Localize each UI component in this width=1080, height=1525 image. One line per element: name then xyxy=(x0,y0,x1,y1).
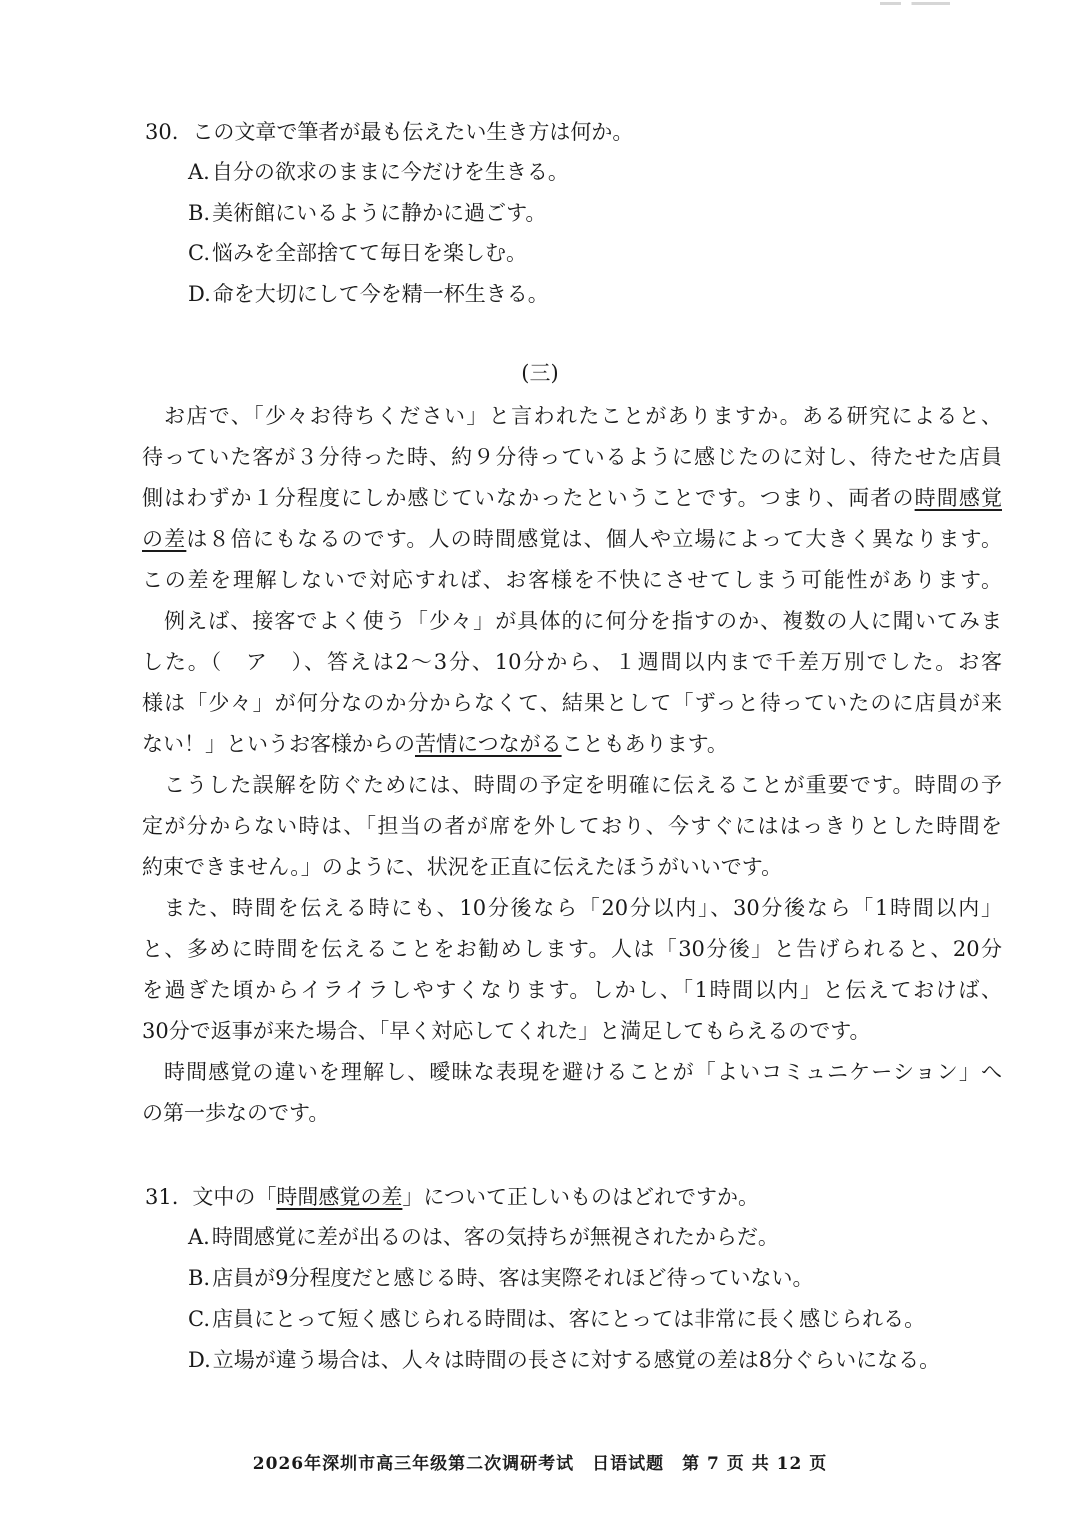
passage-line: ない！」というお客様からの苦情につながることもあります。 xyxy=(142,732,728,756)
section-title: (三) xyxy=(521,361,559,385)
passage-line: 定が分からない時は、「担当の者が席を外しており、今すぐにははっきりとした時間を xyxy=(142,814,1002,838)
passage-line: 約束できません。」のように、状況を正直に伝えたほうがいいです。 xyxy=(142,855,783,879)
passage-line: 30分で返事が来た場合、「早く対応してくれた」と満足してもらえるのです。 xyxy=(142,1019,871,1043)
passage-line: の差は８倍にもなるのです。人の時間感覚は、個人や立場によって大きく異なります。 xyxy=(142,527,1003,551)
underlined-phrase: 時間感覚 xyxy=(914,486,1002,510)
passage-line: この差を理解しないで対応すれば、お客様を不快にさせてしまう可能性があります。 xyxy=(142,568,1002,592)
q31-option-a: A.時間感覚に差が出るのは、客の気持ちが無視されたからだ。 xyxy=(188,1225,779,1249)
passage-line: 待っていた客が３分待った時、約９分待っているように感じたのに対し、待たせた店員 xyxy=(142,445,1002,469)
passage-line: 例えば、接客でよく使う「少々」が具体的に何分を指すのか、複数の人に聞いてみま xyxy=(164,609,1002,633)
q30-question: この文章で筆者が最も伝えたい生き方は何か。 xyxy=(192,120,634,144)
q30-option-c: C.悩みを全部捨てて毎日を楽しむ。 xyxy=(188,241,527,265)
passage-line: と、多めに時間を伝えることをお勧めします。人は「30分後」と告げられると、20分 xyxy=(142,937,1002,961)
underlined-phrase: 苦情につながる xyxy=(415,732,562,756)
scan-artifact xyxy=(880,2,950,5)
passage-line: の第一歩なのです。 xyxy=(142,1101,330,1125)
underlined-phrase: の差 xyxy=(142,527,187,551)
passage-line: こうした誤解を防ぐためには、時間の予定を明確に伝えることが重要です。時間の予 xyxy=(164,773,1002,797)
passage-line: を過ぎた頃からイライラしやすくなります。しかし、「1時間以内」と伝えておけば、 xyxy=(142,978,1002,1002)
q31-heading: 31. 文中の「時間感覚の差」について正しいものはどれですか。 xyxy=(145,1185,759,1209)
q30-option-a: A.自分の欲求のままに今だけを生きる。 xyxy=(188,160,569,184)
q30-number: 30. xyxy=(145,120,179,144)
passage-line: お店で、「少々お待ちください」と言われたことがありますか。ある研究によると、 xyxy=(164,404,1002,428)
q30-option-b: B.美術館にいるように静かに過ごす。 xyxy=(188,201,547,225)
underlined-phrase: 時間感覚の差 xyxy=(276,1185,403,1209)
q31-number: 31. xyxy=(145,1185,179,1209)
q31-option-c: C.店員にとって短く感じられる時間は、客にとっては非常に長く感じられる。 xyxy=(188,1307,926,1331)
passage-line: した。（ ア ）、答えは2〜3分、10分から、１週間以内まで千差万別でした。お客 xyxy=(142,650,1002,674)
q31-option-b: B.店員が9分程度だと感じる時、客は実際それほど待っていない。 xyxy=(188,1266,814,1290)
q31-option-d: D.立場が違う場合は、人々は時間の長さに対する感覚の差は8分ぐらいになる。 xyxy=(188,1348,941,1372)
q30-heading xyxy=(145,116,633,146)
passage-line: 側はわずか１分程度にしか感じていなかったということです。つまり、両者の時間感覚 xyxy=(142,486,1002,510)
q30-option-d: D.命を大切にして今を精一杯生きる。 xyxy=(188,282,549,306)
passage-line: 時間感覚の違いを理解し、曖昧な表現を避けることが「よいコミュニケーション」へ xyxy=(164,1060,1002,1084)
passage-line: また、時間を伝える時にも、10分後なら「20分以内」、30分後なら「1時間以内」 xyxy=(164,896,1002,920)
page-footer: 2026年深圳市高三年级第二次调研考试 日语试题 第 7 页 共 12 页 xyxy=(252,1454,828,1474)
passage-line: 様は「少々」が何分なのか分からなくて、結果として「ずっと待っていたのに店員が来 xyxy=(142,691,1002,715)
